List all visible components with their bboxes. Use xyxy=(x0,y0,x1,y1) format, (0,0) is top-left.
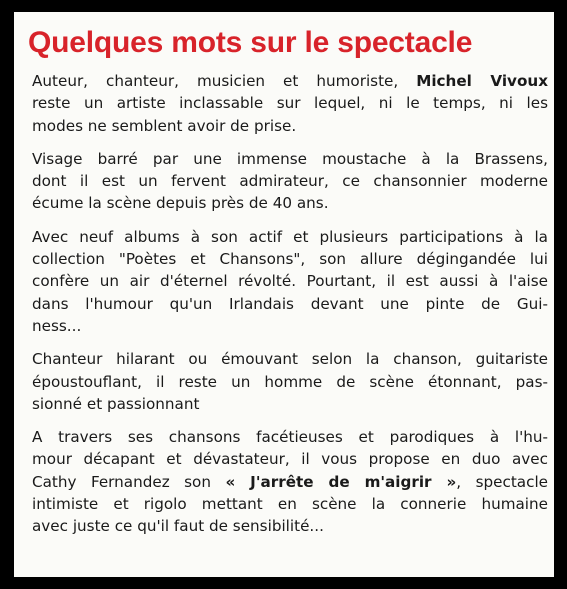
article-title: Quelques mots sur le spectacle xyxy=(28,26,473,59)
text-line xyxy=(32,426,548,448)
text-run: modes ne semblent avoir de prise. xyxy=(32,116,297,135)
text-line xyxy=(32,471,548,493)
paragraph xyxy=(32,148,548,215)
text-line xyxy=(32,448,548,470)
text-line xyxy=(32,270,548,292)
text-line xyxy=(32,315,548,337)
text-run: Chanteur hilarant ou émouvant selon la chanson, guitariste xyxy=(32,350,548,369)
text-run: dont il est un fervent admirateur, ce chansonnier moderne xyxy=(32,172,548,191)
text-line xyxy=(32,293,548,315)
text-line xyxy=(32,348,548,370)
text-run: confère un air d'éternel révolté. Pourtant, il est aussi à l'aise xyxy=(32,272,548,291)
text-line xyxy=(32,170,548,192)
text-line xyxy=(32,515,548,537)
text-line xyxy=(32,226,548,248)
text-run: sionné et passionnant xyxy=(32,394,200,413)
text-run: reste un artiste inclassable sur lequel, ni le temps, ni les xyxy=(32,94,548,113)
text-run: collection "Poètes et Chansons", son allure dégingandée lui xyxy=(32,250,548,269)
text-line xyxy=(32,371,548,393)
bold-text: « J'arrête de m'aigrir » xyxy=(225,472,457,491)
text-run: A travers ses chansons facétieuses et parodiques à l'hu- xyxy=(32,428,548,447)
article-body xyxy=(32,70,548,549)
text-line xyxy=(32,192,548,214)
text-line xyxy=(32,148,548,170)
text-run: ness... xyxy=(32,316,82,335)
text-line xyxy=(32,70,548,92)
text-run: intimiste et rigolo mettant en scène la connerie humaine xyxy=(32,495,548,514)
text-line xyxy=(32,92,548,114)
paragraph xyxy=(32,348,548,415)
text-run: écume la scène depuis près de 40 ans. xyxy=(32,194,329,213)
text-run: dans l'humour qu'un Irlandais devant une pinte de Gui- xyxy=(32,294,548,313)
text-line xyxy=(32,393,548,415)
article-card xyxy=(14,12,554,577)
text-run: époustouflant, il reste un homme de scène étonnant, pas- xyxy=(32,372,548,391)
text-line xyxy=(32,248,548,270)
text-line xyxy=(32,493,548,515)
text-run: Auteur, chanteur, musicien et humoriste, xyxy=(32,72,417,90)
text-run: Cathy Fernandez son xyxy=(32,472,226,491)
paragraph xyxy=(32,426,548,537)
text-run: Visage barré par une immense moustache à la Brassens, xyxy=(32,149,548,168)
text-run: avec juste ce qu'il faut de sensibilité... xyxy=(32,517,324,536)
text-run: , spectacle xyxy=(456,472,549,491)
text-run: mour décapant et dévastateur, il vous propose en duo avec xyxy=(32,450,548,469)
paragraph xyxy=(32,70,548,137)
bold-text: Michel Vivoux xyxy=(416,72,548,90)
paragraph xyxy=(32,226,548,337)
text-line xyxy=(32,115,548,137)
text-run: Avec neuf albums à son actif et plusieurs participations à la xyxy=(32,227,548,246)
